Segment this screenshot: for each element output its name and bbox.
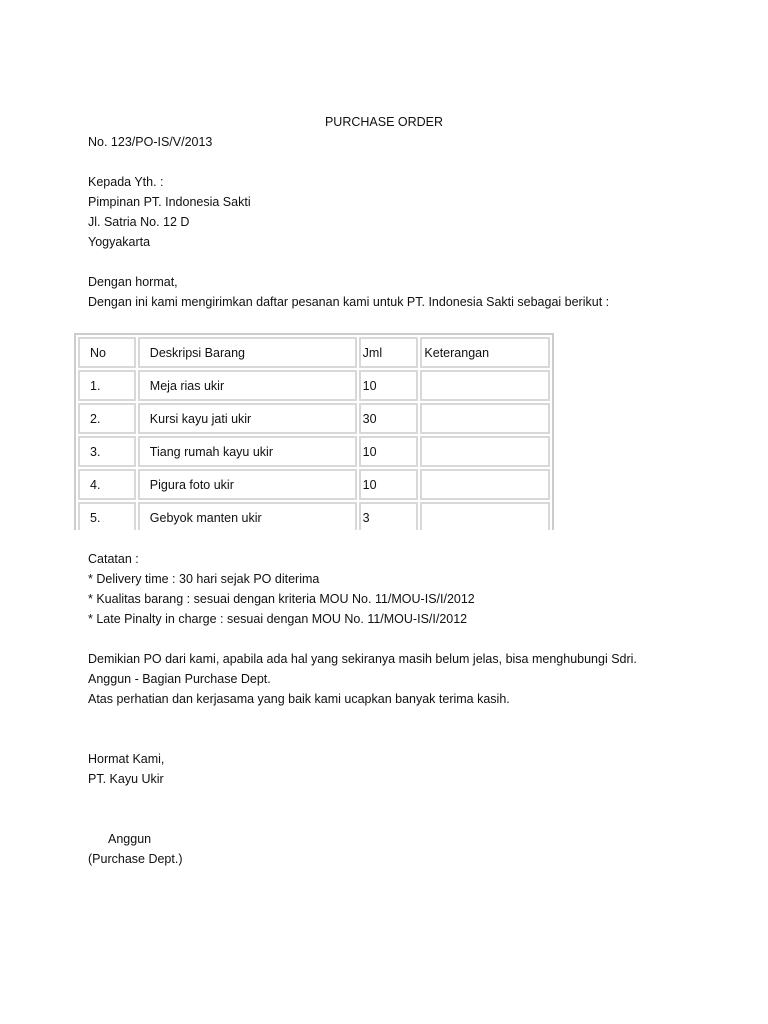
notes-line: * Delivery time : 30 hari sejak PO diterima [88, 572, 320, 586]
signoff-line: Hormat Kami, [88, 752, 165, 766]
header-cell: No [78, 337, 136, 368]
cell-qty: 10 [359, 370, 419, 401]
table-row [78, 502, 550, 530]
header-cell: Jml [359, 337, 419, 368]
header-cell: Keterangan [420, 337, 550, 368]
order-table [74, 333, 554, 530]
cell-note [420, 370, 550, 401]
closing-line: Demikian PO dari kami, apabila ada hal yang sekiranya masih belum jelas, bisa menghubungi Sdri. [88, 652, 637, 666]
cell-note [420, 469, 550, 500]
cell-note [420, 403, 550, 434]
signer-name: Anggun [108, 832, 152, 846]
closing-line: Anggun - Bagian Purchase Dept. [88, 672, 271, 686]
recipient-line: Yogyakarta [88, 235, 151, 249]
table-row [78, 469, 550, 500]
po-number: No. 123/PO-IS/V/2013 [88, 135, 213, 149]
recipient-line: Jl. Satria No. 12 D [88, 215, 190, 229]
notes-line: * Kualitas barang : sesuai dengan kriteria MOU No. 11/MOU-IS/I/2012 [88, 592, 475, 606]
cell-qty: 10 [359, 469, 419, 500]
cell-desc: Kursi kayu jati ukir [138, 403, 357, 434]
cell-desc: Tiang rumah kayu ukir [138, 436, 357, 467]
greeting-line: Dengan hormat, [88, 275, 178, 289]
cell-note [420, 436, 550, 467]
greeting-line: Dengan ini kami mengirimkan daftar pesanan kami untuk PT. Indonesia Sakti sebagai berikut : [88, 295, 610, 309]
cell-no: 3. [78, 436, 136, 467]
cell-no: 5. [78, 502, 136, 530]
table-row [78, 403, 550, 434]
cell-desc: Meja rias ukir [138, 370, 357, 401]
recipient-line: Kepada Yth. : [88, 175, 164, 189]
recipient-line: Pimpinan PT. Indonesia Sakti [88, 195, 251, 209]
header-cell: Deskripsi Barang [138, 337, 357, 368]
cell-qty: 10 [359, 436, 419, 467]
cell-no: 4. [78, 469, 136, 500]
notes-line: * Late Pinalty in charge : sesuai dengan MOU No. 11/MOU-IS/I/2012 [88, 612, 468, 626]
notes-line: Catatan : [88, 552, 139, 566]
signoff-line: PT. Kayu Ukir [88, 772, 164, 786]
table-row [78, 436, 550, 467]
cell-qty: 3 [359, 502, 419, 530]
cell-note [420, 502, 550, 530]
doc-title: PURCHASE ORDER [324, 115, 444, 129]
cell-no: 1. [78, 370, 136, 401]
closing-line: Atas perhatian dan kerjasama yang baik kami ucapkan banyak terima kasih. [88, 692, 510, 706]
cell-desc: Pigura foto ukir [138, 469, 357, 500]
table-row [78, 370, 550, 401]
signer-dept: (Purchase Dept.) [88, 852, 183, 866]
cell-desc: Gebyok manten ukir [138, 502, 357, 530]
table-header-row [78, 337, 550, 368]
cell-qty: 30 [359, 403, 419, 434]
cell-no: 2. [78, 403, 136, 434]
